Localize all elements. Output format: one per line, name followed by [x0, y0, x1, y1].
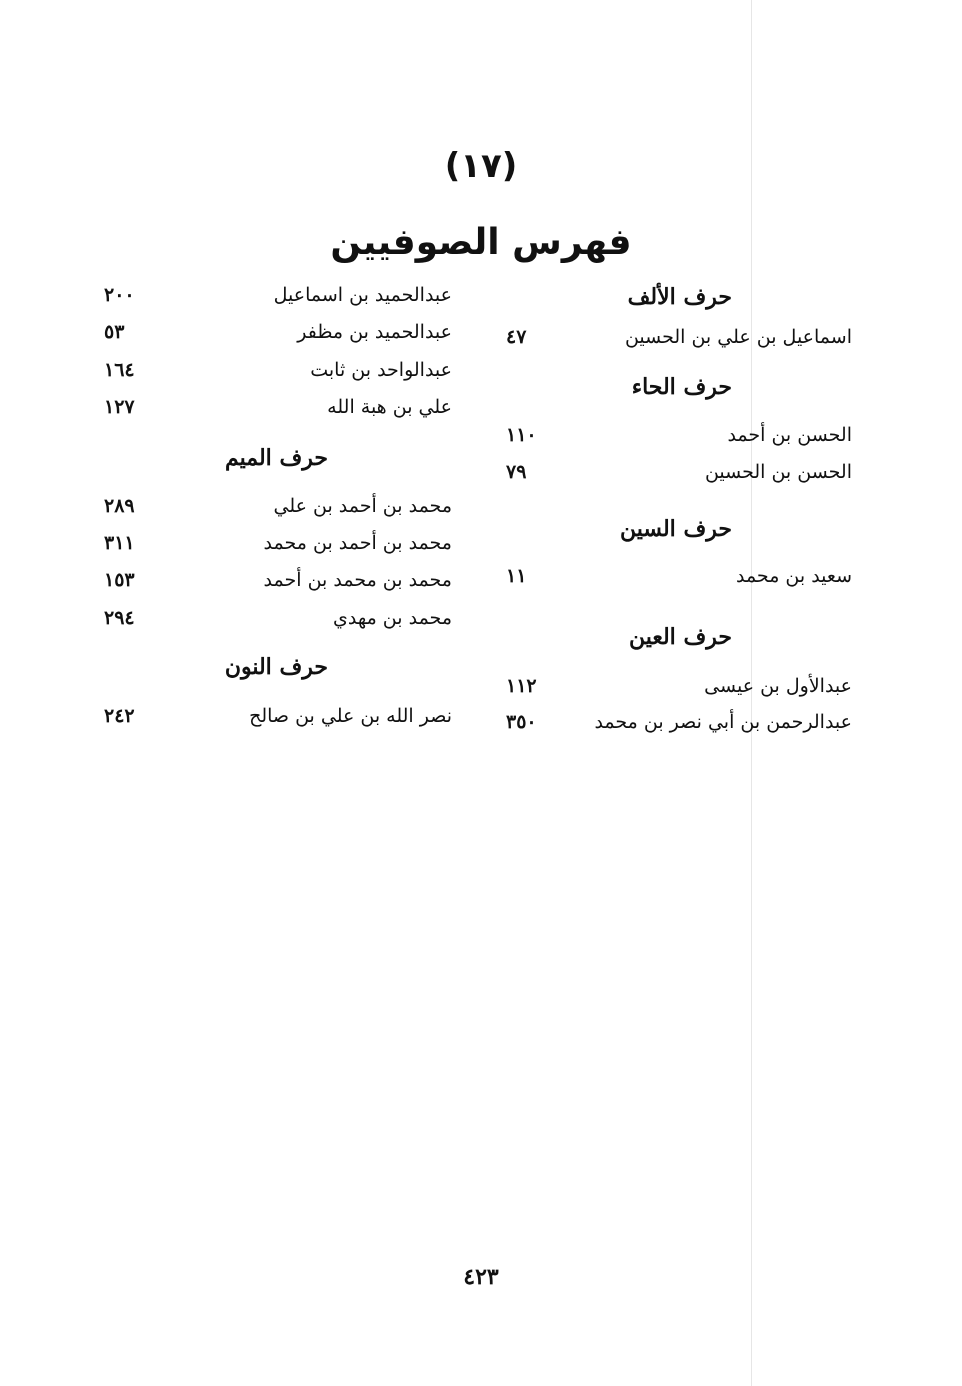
index-entry — [500, 711, 852, 739]
index-entry — [98, 705, 452, 733]
entry-page-number: ٧٩ — [506, 461, 527, 483]
index-entry — [98, 607, 452, 635]
entry-page-number: ١٢٧ — [104, 396, 135, 418]
entry-page-number: ٢٠٠ — [104, 284, 135, 306]
entry-page-number: ١١٢ — [506, 675, 537, 697]
index-entry — [500, 424, 852, 452]
page-title: فهرس الصوفيين — [330, 222, 632, 263]
entry-name: اسماعيل بن علي بن الحسين — [624, 326, 852, 348]
entry-name: محمد بن أحمد بن محمد — [263, 532, 452, 554]
entry-name: نصر الله بن علي بن صالح — [249, 705, 452, 727]
heading-alif: حرف الألف — [627, 284, 732, 310]
entry-name: عبدالحميد بن اسماعيل — [273, 284, 452, 306]
entry-page-number: ١٦٤ — [104, 359, 135, 381]
entry-page-number: ٤٧ — [506, 326, 527, 348]
index-entry — [98, 321, 452, 349]
index-entry — [98, 495, 452, 523]
entry-name: محمد بن محمد بن أحمد — [263, 569, 452, 591]
entry-page-number: ٢٤٢ — [104, 705, 135, 727]
entry-name: علي بن هبة الله — [327, 396, 452, 418]
entry-name: الحسن بن أحمد — [727, 424, 852, 446]
page-number: ٤٢٣ — [463, 1264, 499, 1290]
heading-mim: حرف الميم — [224, 445, 328, 471]
index-entry — [98, 396, 452, 424]
entry-name: محمد بن أحمد بن علي — [273, 495, 452, 517]
index-entry — [500, 565, 852, 593]
entry-name: عبدالواحد بن ثابت — [310, 359, 452, 381]
entry-page-number: ٢٩٤ — [104, 607, 135, 629]
index-entry — [98, 359, 452, 387]
index-entry — [98, 569, 452, 597]
index-entry — [500, 461, 852, 489]
heading-nun: حرف النون — [224, 654, 328, 680]
heading-ain: حرف العين — [628, 624, 732, 650]
entry-page-number: ٥٣ — [104, 321, 125, 343]
entry-name: عبدالحميد بن مظفر — [297, 321, 452, 343]
entry-page-number: ١١٠ — [506, 424, 537, 446]
entry-name: سعيد بن محمد — [735, 565, 852, 587]
entry-name: عبدالأول بن عيسى — [704, 675, 852, 697]
index-entry — [500, 675, 852, 703]
entry-name: محمد بن مهدي — [332, 607, 452, 629]
index-entry — [98, 532, 452, 560]
entry-page-number: ٣١١ — [104, 532, 135, 554]
index-entry — [98, 284, 452, 312]
index-entry — [500, 326, 852, 354]
entry-page-number: ٢٨٩ — [104, 495, 135, 517]
section-number: (١٧) — [444, 146, 518, 186]
entry-page-number: ١١ — [506, 565, 527, 587]
heading-ha: حرف الحاء — [631, 374, 732, 400]
entry-name: الحسن بن الحسين — [704, 461, 852, 483]
entry-page-number: ١٥٣ — [104, 569, 135, 591]
heading-sin: حرف السين — [619, 516, 732, 542]
entry-page-number: ٣٥٠ — [506, 711, 537, 733]
entry-name: عبدالرحمن بن أبي نصر بن محمد — [594, 711, 852, 733]
